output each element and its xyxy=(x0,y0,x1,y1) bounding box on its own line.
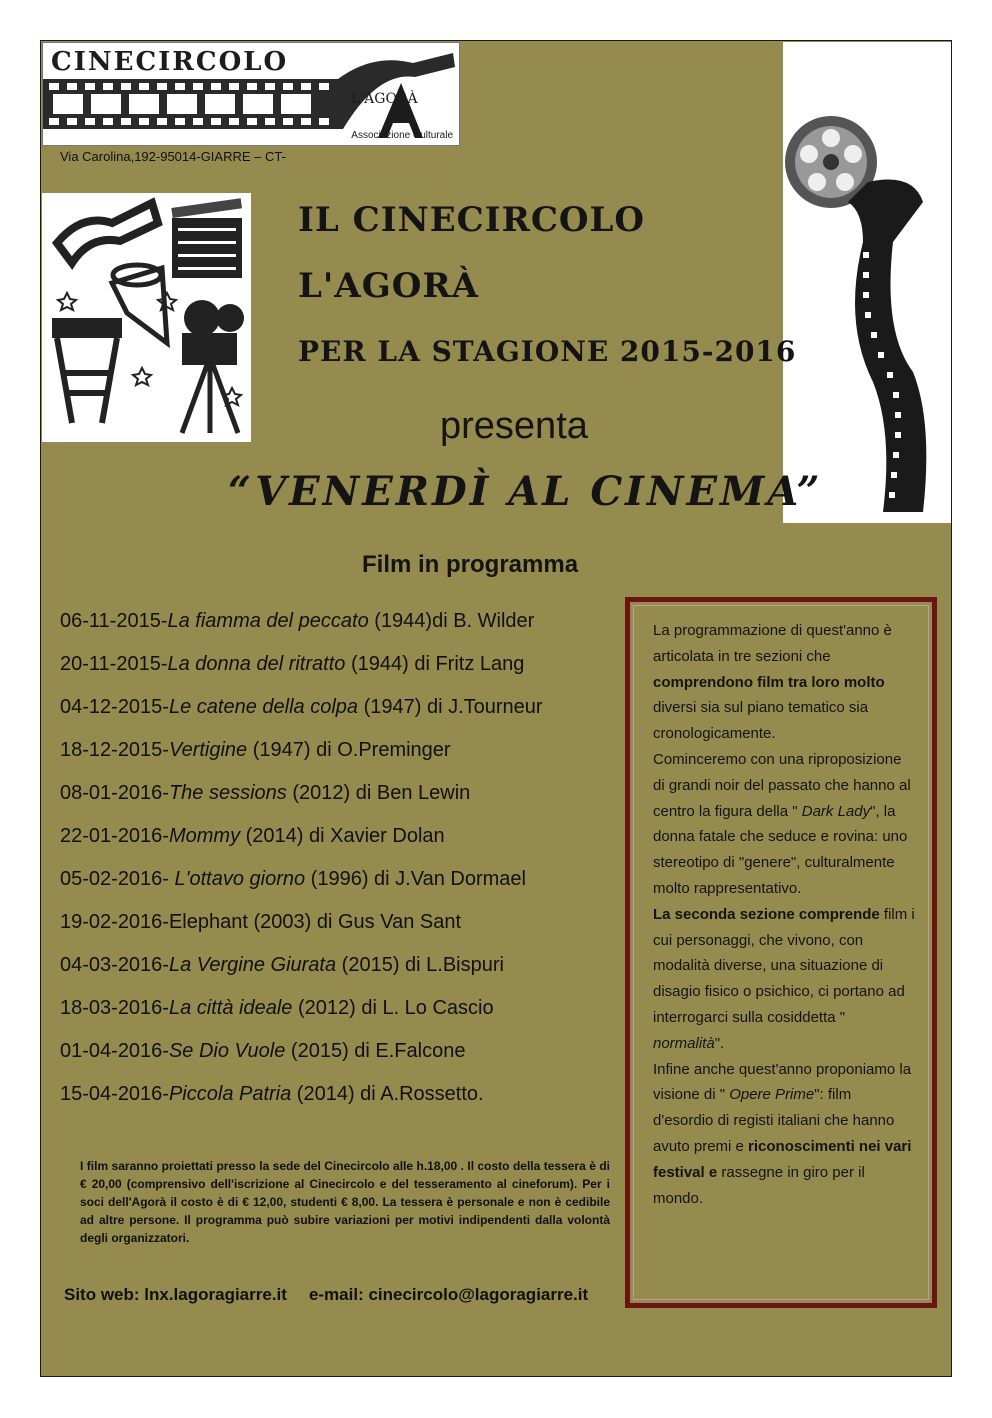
description-paragraph-1: La programmazione di quest'anno è articolata in tre sezioni che comprendono film tra loro molto diversi sia sul piano tematico sia cronologicamente. xyxy=(653,622,892,743)
presenta-text: presenta xyxy=(440,405,588,447)
logo-subtitle: Associazione Culturale xyxy=(351,130,453,141)
list-item: 05-02-2016- L'ottavo giorno (1996) di J.Van Dormael xyxy=(60,868,526,890)
list-item: 06-11-2015-La fiamma del peccato (1944)di B. Wilder xyxy=(60,610,535,632)
address: Via Carolina,192-95014-GIARRE – CT- xyxy=(60,149,286,164)
cinema-illustration xyxy=(42,193,251,442)
heading-line-1: IL CINECIRCOLO xyxy=(298,200,646,240)
heading-line-2: L'AGORÀ xyxy=(298,266,479,306)
list-item: 15-04-2016-Piccola Patria (2014) di A.Rossetto. xyxy=(60,1083,484,1105)
film-reel-image xyxy=(783,42,951,523)
description-paragraph-2: Cominceremo con una riproposizione di grandi noir del passato che hanno al centro la figura della " Dark Lady", la donna fatale che seduce e rovina: uno stereotipo di "genere", culturalmente molto rappresentativo. xyxy=(653,750,911,897)
program-heading: Film in programma xyxy=(362,551,579,578)
website-link[interactable]: Sito web: lnx.lagoragiarre.it xyxy=(64,1285,287,1304)
event-title: “VENERDÌ AL CINEMA” xyxy=(228,468,823,515)
film-reel-icon xyxy=(783,42,951,523)
list-item: 22-01-2016-Mommy (2014) di Xavier Dolan xyxy=(60,825,445,847)
list-item: 20-11-2015-La donna del ritratto (1944) di Fritz Lang xyxy=(60,653,525,675)
list-item: 18-12-2015-Vertigine (1947) di O.Preminger xyxy=(60,739,451,761)
logo-agora-text: L'AGORÀ xyxy=(351,91,418,107)
list-item: 01-04-2016-Se Dio Vuole (2015) di E.Falcone xyxy=(60,1040,466,1062)
email-link[interactable]: e-mail: cinecircolo@lagoragiarre.it xyxy=(308,1285,589,1304)
heading-line-3: PER LA STAGIONE 2015-2016 xyxy=(298,335,797,368)
screening-note: I film saranno proiettati presso la sede del Cinecircolo alle h.18,00 . Il costo della tessera è di € 20,00 (comprensivo dell'iscrizione al Cinecircolo e del tesseramento al cineforum). Per i soci dell'Agorà il costo è di € 12,00, studenti € 8,00. La tessera è personale e non è cedibile ad altre persone. Il programma può subire variazioni per motivi indipendenti dalla volontà degli organizzatori. xyxy=(80,1159,610,1245)
list-item: 08-01-2016-The sessions (2012) di Ben Lewin xyxy=(60,782,471,804)
cinema-props-icon xyxy=(42,193,251,442)
film-list xyxy=(60,606,543,1122)
list-item: 04-03-2016-La Vergine Giurata (2015) di L.Bispuri xyxy=(60,954,504,976)
contact-line xyxy=(64,1285,588,1305)
list-item: 19-02-2016-Elephant (2003) di Gus Van Sant xyxy=(60,911,462,933)
description-paragraph-4: Infine anche quest'anno proponiamo la visione di " Opere Prime": film d'esordio di registi italiani che hanno avuto premi e riconoscimenti nei vari festival e rassegne in giro per il mondo. xyxy=(653,1060,912,1207)
list-item: 04-12-2015-Le catene della colpa (1947) di J.Tourneur xyxy=(60,696,543,718)
list-item: 18-03-2016-La città ideale (2012) di L. Lo Cascio xyxy=(60,997,494,1019)
cinecircolo-logo xyxy=(42,42,460,146)
description-paragraph-3: La seconda sezione comprende film i cui personaggi, che vivono, con modalità diverse, una situazione di disagio fisico o psichico, ci portano ad interrogarci sulla cosiddetta " normalità". xyxy=(653,905,915,1052)
logo-title: CINECIRCOLO xyxy=(51,47,289,77)
description-text xyxy=(653,618,915,1211)
